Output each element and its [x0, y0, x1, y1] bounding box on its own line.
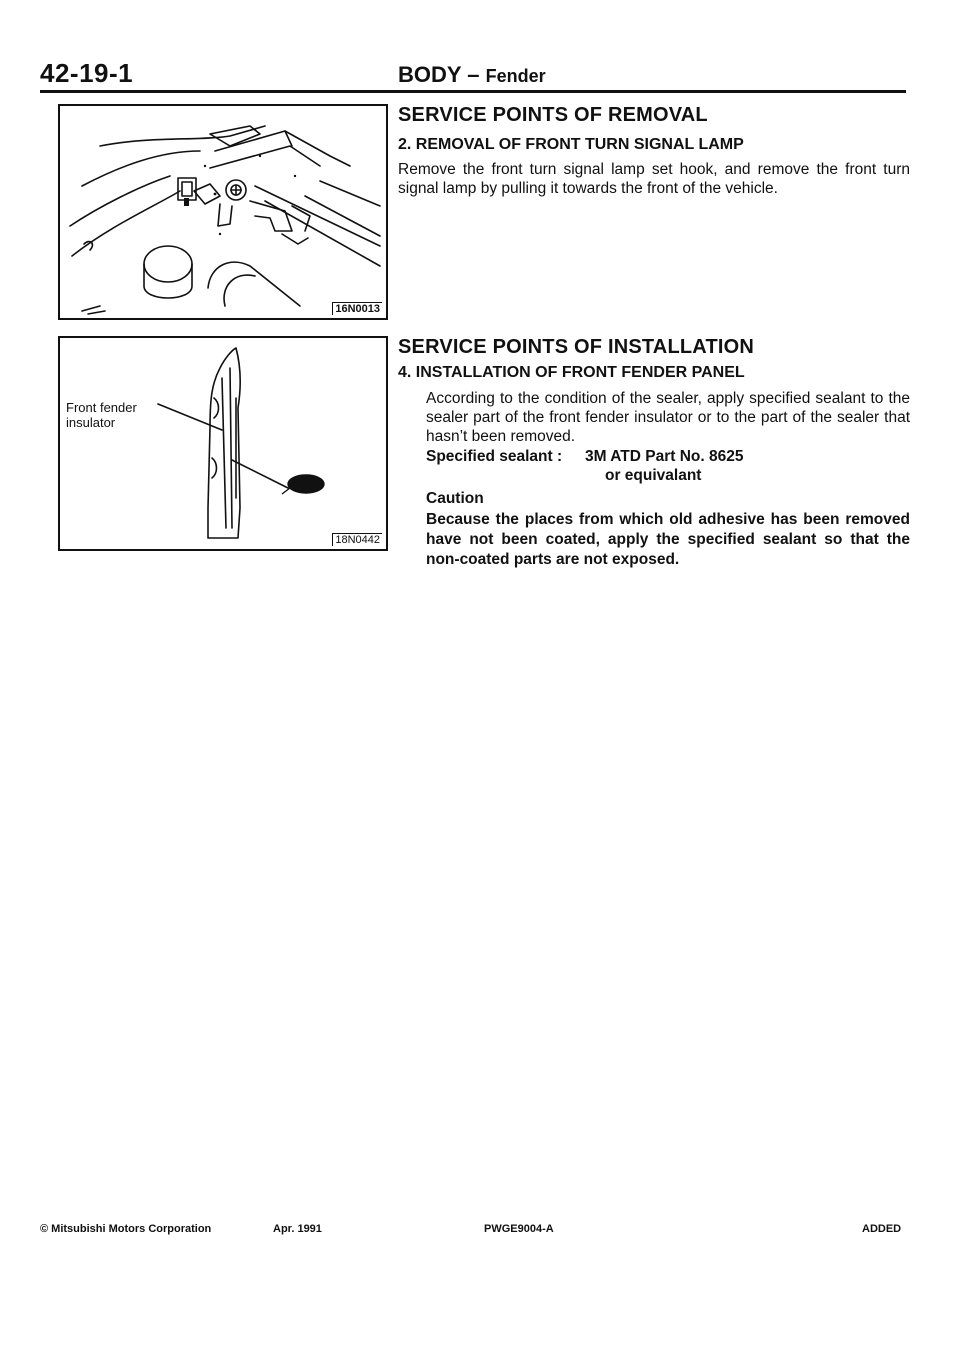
sealant-label: Specified sealant : — [426, 448, 563, 465]
caution-text: Because the places from which old adhesive has been removed have not been coated, apply the specified sealant so that the non-coated parts are not exposed. — [426, 511, 910, 568]
footer-code: PWGE9004-A — [484, 1223, 554, 1235]
figure-turn-signal-lamp — [58, 104, 388, 320]
turn-signal-lamp-illustration — [60, 106, 386, 318]
sealant-alternative: or equivalant — [605, 467, 702, 484]
installation-item-title: 4. INSTALLATION OF FRONT FENDER PANEL — [398, 364, 745, 381]
header-title — [398, 62, 546, 88]
figure-code: 18N0442 — [332, 533, 382, 546]
footer-copyright: © Mitsubishi Motors Corporation — [40, 1223, 212, 1235]
header-subsection: Fender — [485, 66, 546, 86]
figure-label-line-1: Front fender — [66, 400, 137, 415]
page-number: 42-19-1 — [40, 58, 134, 88]
header-section: BODY — [398, 62, 462, 87]
removal-instructions: Remove the front turn signal lamp set hook, and remove the front turn signal lamp by pulling it towards the front of the vehicle. — [398, 161, 910, 197]
figure-front-fender-insulator — [58, 336, 388, 551]
removal-item-title: 2. REMOVAL OF FRONT TURN SIGNAL LAMP — [398, 136, 744, 153]
figure-code: 16N0013 — [332, 302, 382, 315]
sealant-value: 3M ATD Part No. 8625 — [585, 448, 744, 465]
installation-heading: SERVICE POINTS OF INSTALLATION — [398, 336, 755, 358]
fender-insulator-illustration — [60, 338, 386, 549]
figure-label — [66, 400, 137, 430]
header-rule — [40, 90, 906, 93]
header-separator: – — [467, 62, 480, 87]
caution-title: Caution — [426, 490, 484, 507]
footer-status: ADDED — [862, 1223, 902, 1235]
installation-instructions: According to the condition of the sealer, apply specified sealant to the sealer part of the front fender insulator or to the part of the sealer that hasn’t been removed. — [426, 390, 910, 445]
figure-label-line-2: insulator — [66, 415, 116, 430]
footer-date: Apr. 1991 — [273, 1223, 322, 1235]
removal-heading: SERVICE POINTS OF REMOVAL — [398, 104, 708, 126]
